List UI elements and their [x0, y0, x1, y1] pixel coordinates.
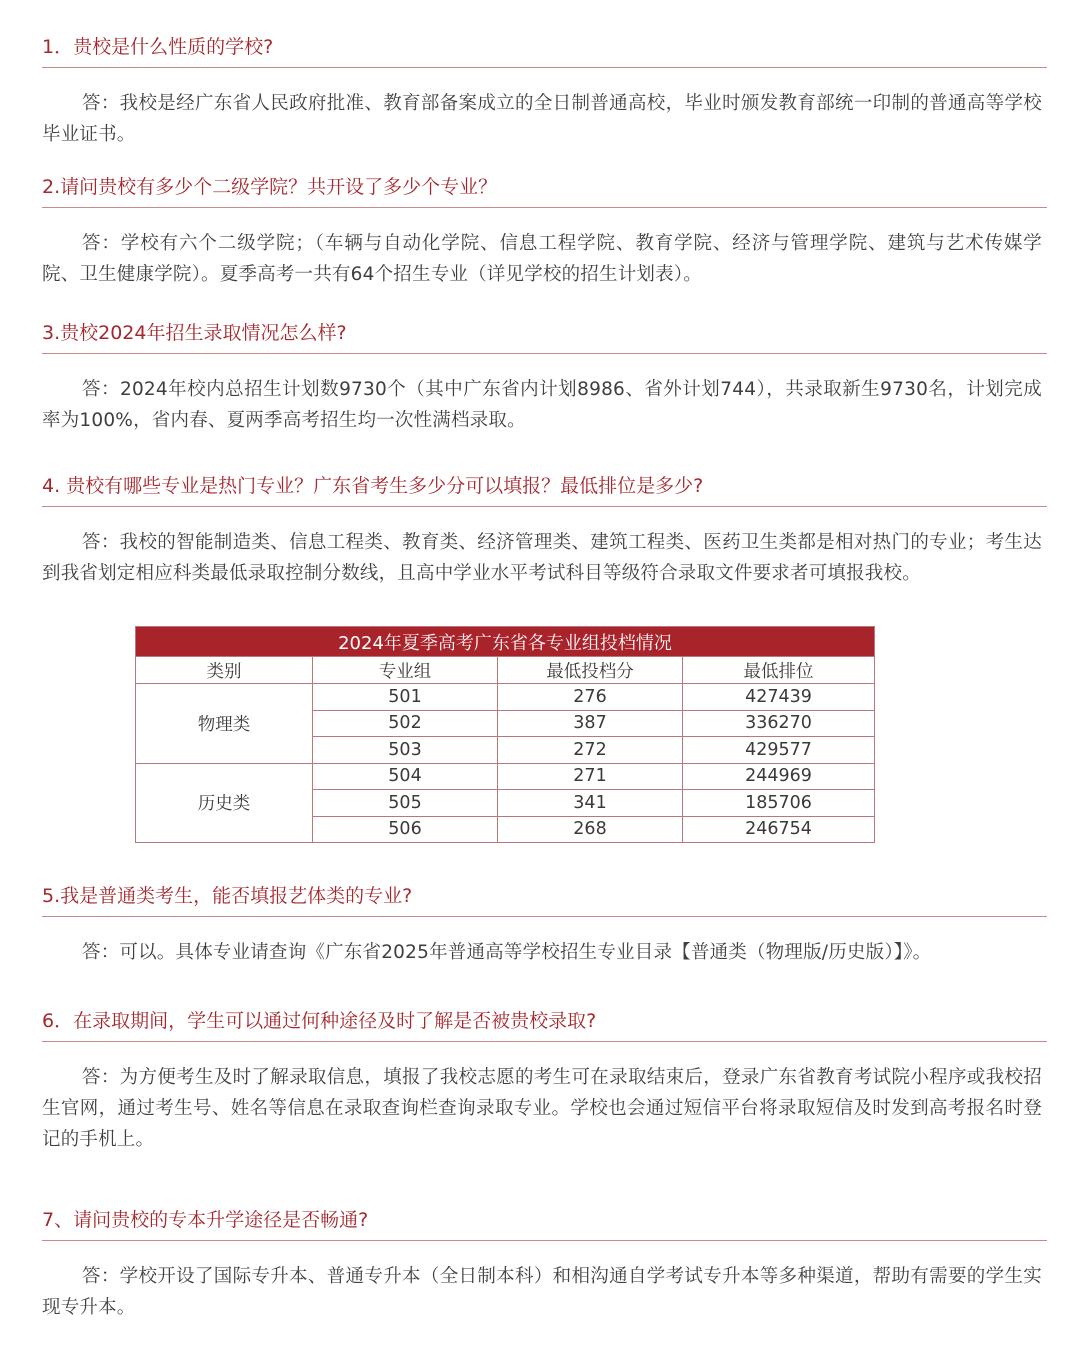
table-row — [136, 684, 875, 711]
group-cell: 506 — [313, 816, 498, 843]
rank-cell: 244969 — [683, 763, 875, 790]
faq-question-7: 7、请问贵校的专本升学途径是否畅通? — [42, 1207, 1047, 1241]
faq-question-2: 2.请问贵校有多少个二级学院？共开设了多少个专业？ — [42, 174, 1047, 208]
score-cell: 268 — [498, 816, 683, 843]
category-cell: 历史类 — [136, 763, 313, 843]
score-cell: 341 — [498, 790, 683, 817]
faq-question-6: 6．在录取期间，学生可以通过何种途径及时了解是否被贵校录取? — [42, 1008, 1047, 1042]
header-group: 专业组 — [313, 657, 498, 684]
rank-cell: 336270 — [683, 710, 875, 737]
header-min-rank: 最低排位 — [683, 657, 875, 684]
faq-question-3: 3.贵校2024年招生录取情况怎么样? — [42, 320, 1047, 354]
rank-cell: 427439 — [683, 684, 875, 711]
score-cell: 271 — [498, 763, 683, 790]
group-cell: 505 — [313, 790, 498, 817]
header-min-score: 最低投档分 — [498, 657, 683, 684]
faq-answer-7: 答：学校开设了国际专升本、普通专升本（全日制本科）和相沟通自学考试专升本等多种渠道，帮助有需要的学生实现专升本。 — [42, 1266, 1042, 1318]
score-cell: 387 — [498, 710, 683, 737]
table-caption: 2024年夏季高考广东省各专业组投档情况 — [136, 627, 875, 657]
table-header-row — [136, 657, 875, 684]
faq-answer-5: 答：可以。具体专业请查询《广东省2025年普通高等学校招生专业目录【普通类（物理版/历史版）】》。 — [82, 942, 932, 963]
faq-answer-1: 答：我校是经广东省人民政府批准、教育部备案成立的全日制普通高校，毕业时颁发教育部统一印制的普通高等学校毕业证书。 — [42, 93, 1042, 145]
group-cell: 503 — [313, 737, 498, 764]
rank-cell: 429577 — [683, 737, 875, 764]
rank-cell: 246754 — [683, 816, 875, 843]
faq-answer-4: 答：我校的智能制造类、信息工程类、教育类、经济管理类、建筑工程类、医药卫生类都是相对热门的专业；考生达到我省划定相应科类最低录取控制分数线，且高中学业水平考试科目等级符合录取文件要求者可填报我校。 — [42, 532, 1042, 584]
score-cell: 272 — [498, 737, 683, 764]
faq-answer-6: 答：为方便考生及时了解录取信息，填报了我校志愿的考生可在录取结束后，登录广东省教育考试院小程序或我校招生官网，通过考生号、姓名等信息在录取查询栏查询录取专业。学校也会通过短信平台将录取短信及时发到高考报名时登记的手机上。 — [42, 1067, 1042, 1150]
header-category: 类别 — [136, 657, 313, 684]
faq-answer-3: 答：2024年校内总招生计划数9730个（其中广东省内计划8986、省外计划744），共录取新生9730名，计划完成率为100%，省内春、夏两季高考招生均一次性满档录取。 — [42, 379, 1042, 431]
faq-answer-2: 答：学校有六个二级学院；（车辆与自动化学院、信息工程学院、教育学院、经济与管理学院、建筑与艺术传媒学院、卫生健康学院）。夏季高考一共有64个招生专业（详见学校的招生计划表）。 — [42, 233, 1042, 285]
group-cell: 502 — [313, 710, 498, 737]
faq-question-5: 5.我是普通类考生，能否填报艺体类的专业? — [42, 883, 1047, 917]
admission-score-table — [135, 626, 875, 843]
rank-cell: 185706 — [683, 790, 875, 817]
faq-question-1: 1．贵校是什么性质的学校? — [42, 34, 1047, 68]
table-row — [136, 763, 875, 790]
category-cell: 物理类 — [136, 684, 313, 764]
group-cell: 504 — [313, 763, 498, 790]
group-cell: 501 — [313, 684, 498, 711]
faq-question-4: 4. 贵校有哪些专业是热门专业？广东省考生多少分可以填报？最低排位是多少? — [42, 473, 1047, 507]
score-cell: 276 — [498, 684, 683, 711]
